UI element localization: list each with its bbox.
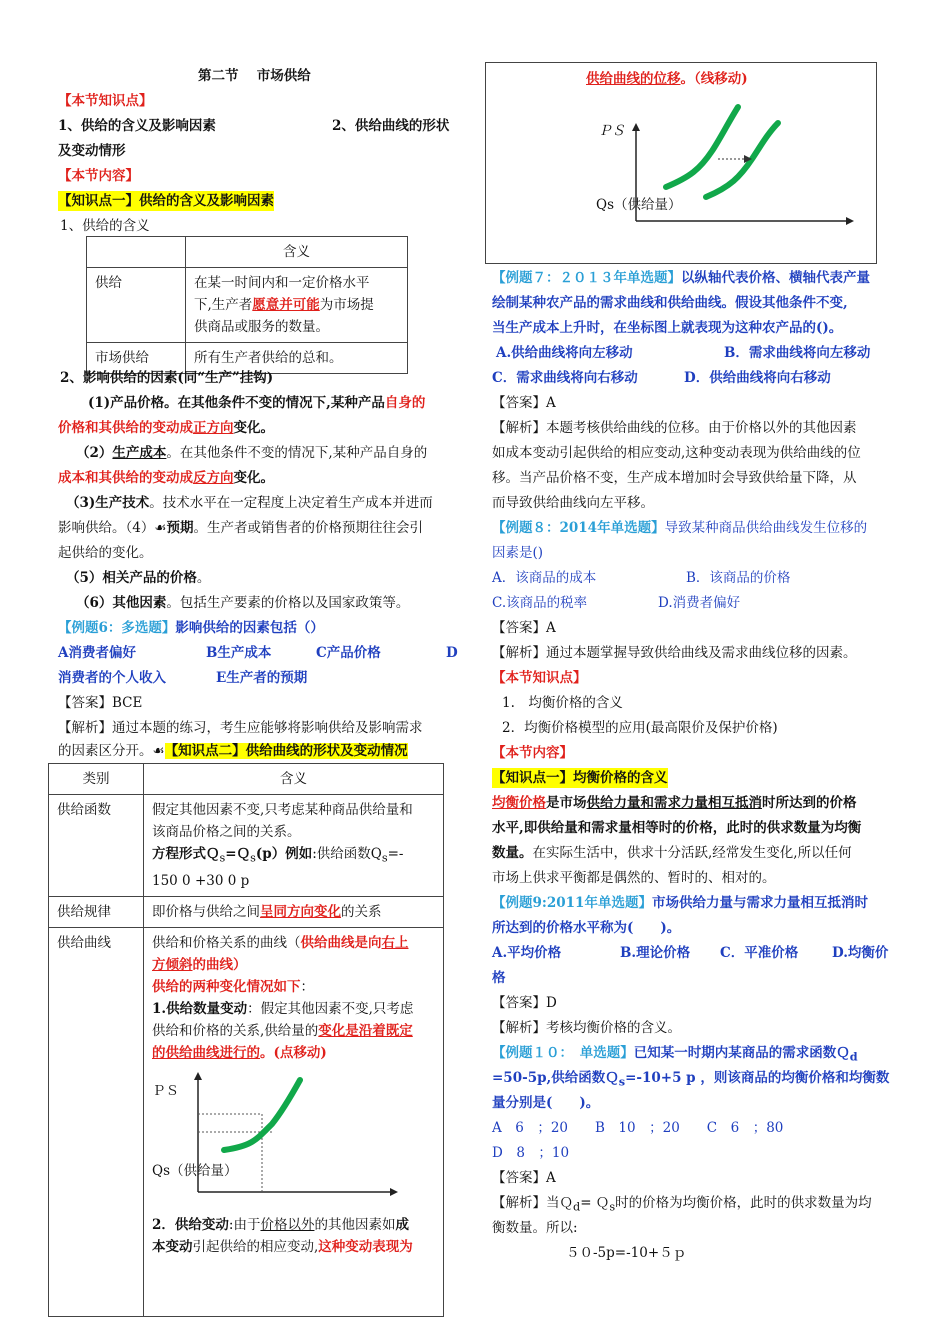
example7-explanation-1: 【解析】本题考核供给曲线的位移。由于价格以外的其他因素 [492, 420, 857, 436]
example6-answer: 【答案】BCE [58, 695, 143, 711]
example8-option-d: D.消费者偏好 [658, 595, 741, 611]
factor1-b: 价格和其供给的变动成正方向变化。 [58, 420, 274, 436]
example7-question-3: 当生产成本上升时，在坐标图上就表现为这种农产品的()。 [492, 320, 843, 336]
kp2b: 及变动情形 [58, 143, 126, 159]
example7-option-b: B．需求曲线将向左移动 [724, 345, 871, 361]
example10-answer: 【答案】A [492, 1170, 556, 1186]
table2-r1-label: 供给函数 [49, 795, 144, 897]
example10-explanation-2: 衡数量。所以: [492, 1220, 578, 1236]
example8-explanation: 【解析】通过本题掌握导致供给曲线及需求曲线位移的因素。 [492, 645, 857, 661]
decor-icon: ☙ [154, 520, 167, 536]
graph-qs-label: Qs（供给量） [152, 1162, 238, 1179]
supply-curve-s1 [666, 107, 738, 187]
example10-options-1: A 6 ；20 B 10 ；20 C 6 ；80 [492, 1120, 784, 1136]
example6-question: 【例题6：多选题】影响供给的因素包括（） [58, 620, 324, 636]
kp1: 1、供给的含义及影响因素 [58, 118, 216, 134]
example6-explanation-b: 的因素区分开。☙【知识点二】供给曲线的形状及变动情况 [58, 743, 408, 759]
example8-option-a: A．该商品的成本 [492, 570, 597, 586]
example8-question: 【例题８：2014年单选题】导致某种商品供给曲线发生位移的 [492, 520, 868, 536]
example6-option-c: C产品价格 [316, 645, 381, 661]
example7-question-2: 绘制某种农产品的需求曲线和供给曲线。假设其他条件不变, [492, 295, 848, 311]
example10-question-3: 量分别是( )。 [492, 1095, 600, 1111]
table1-header: 含义 [186, 237, 408, 268]
graph-ps-label: ＰＳ [598, 123, 625, 139]
supply-graph-point-move [152, 1064, 435, 1214]
kp-equilibrium-1: 1. 均衡价格的含义 [502, 695, 623, 711]
kp2: 2、供给曲线的形状 [332, 118, 450, 134]
example9-option-b: B.理论价格 [620, 945, 691, 961]
example6-option-d: D [446, 645, 458, 661]
factor1-a: (1)产品价格。在其他条件不变的情况下,某种产品自身的 [88, 395, 426, 411]
example9-option-a: A.平均价格 [492, 945, 562, 961]
example10-options-2: D 8 ；10 [492, 1145, 570, 1161]
factor3-b: 影响供给。（4）☙预期。生产者或销售者的价格预期往往会引 [58, 520, 423, 536]
table2-r3-text: 供给和价格关系的曲线（供给曲线是向右上 方倾斜的曲线） 供给的两种变化情况如下： 1.供给数量变动：假定其他因素不变,只考虑 供给和价格的关系,供给量的变化是沿着既定 的供给曲线进行的。(点移动) ＰＳ Qs（供给量） 2．供给变动:由于价格以外的其他因素如成 本变动引起供给的相应变动,这种变动表现为 [144, 927, 444, 1316]
example8-option-c: C.该商品的税率 [492, 595, 588, 611]
example6-option-b: B生产成本 [206, 645, 272, 661]
supply-definition-table [86, 236, 408, 374]
example6-option-e: E生产者的预期 [216, 670, 308, 686]
supply-curve-chart [152, 1064, 412, 1214]
example7-option-a: A.供给曲线将向左移动 [496, 345, 633, 361]
point1-heading: 【知识点一】供给的含义及影响因素 [58, 193, 274, 209]
example6-explanation: 【解析】通过本题的练习，考生应能够将影响供给及影响需求 [58, 720, 423, 736]
knowledge-tag-2: 【本节知识点】 [492, 670, 587, 686]
content-tag: 【本节内容】 [58, 168, 139, 184]
supply-curve-table [48, 763, 444, 1317]
equilibrium-point-heading: 【知识点一】均衡价格的含义 [492, 770, 668, 786]
table2-r2-text: 即价格与供给之间呈同方向变化的关系 [144, 896, 444, 927]
example10-explanation: 【解析】当Ｑ$_d$= Ｑ$_s$时的价格为均衡价格，此时的供求数量为均 [492, 1195, 872, 1214]
table2-h2: 含义 [144, 764, 444, 795]
supply-shift-chart [486, 63, 876, 263]
box-title: 供给曲线的位移。（线移动) [586, 71, 748, 87]
example7-question: 【例题７：２０１３年单选题】以纵轴代表价格、横轴代表产量 [492, 270, 870, 286]
example8-option-b: B．该商品的价格 [686, 570, 791, 586]
equilibrium-def-2: 水平,即供给量和需求量相等时的价格，此时的供求数量为均衡 [492, 820, 862, 836]
example9-explanation: 【解析】考核均衡价格的含义。 [492, 1020, 681, 1036]
table1-row1-text: 在某一时间内和一定价格水平 下,生产者愿意并可能为市场提 供商品或服务的数量。 [186, 268, 408, 343]
example7-option-c: C．需求曲线将向右移动 [492, 370, 638, 386]
example8-answer: 【答案】A [492, 620, 556, 636]
example9-question: 【例题9:2011年单选题】市场供给力量与需求力量相互抵消时 [492, 895, 868, 911]
example6-option-d-text: 消费者的个人收入 [58, 670, 166, 686]
equilibrium-def-4: 市场上供求平衡都是偶然的、暂时的、相对的。 [492, 870, 776, 886]
factor3-c: 起供给的变化。 [58, 545, 153, 561]
example9-answer: 【答案】D [492, 995, 557, 1011]
factors-heading: 2、影响供给的因素(同“生产”挂钩) [60, 370, 274, 386]
example7-explanation-3: 移。当产品价格不变，生产成本增加时会导致供给量下降，从 [492, 470, 857, 486]
example10-question-2: =50-5p,供给函数Ｑ$_s$=-10+5 p ，则该商品的均衡价格和均衡数 [492, 1070, 890, 1089]
table2-r3-label: 供给曲线 [49, 927, 144, 1316]
factor5: （5）相关产品的价格。 [66, 570, 211, 586]
decor-icon: ☙ [152, 743, 165, 759]
supply-curve-s2 [706, 123, 778, 197]
knowledge-tag: 【本节知识点】 [58, 93, 153, 109]
curve-shift-box [485, 62, 877, 264]
example8-question-2: 因素是() [492, 545, 544, 561]
factor6: （6）其他因素。包括生产要素的价格以及国家政策等。 [76, 595, 410, 611]
kp-equilibrium-2: 2．均衡价格模型的应用(最高限价及保护价格) [502, 720, 778, 736]
graph-ps-label: ＰＳ [152, 1082, 179, 1099]
example7-answer: 【答案】A [492, 395, 556, 411]
example10-equation: ５０-5p=-10+５ｐ [566, 1245, 687, 1261]
example7-explanation-2: 如成本变动引起供给的相应变动,这种变动表现为供给曲线的位 [492, 445, 861, 461]
meaning-heading: 1、供给的含义 [60, 218, 150, 234]
example6-option-a: A消费者偏好 [58, 645, 136, 661]
example9-option-c: C．平准价格 [720, 945, 799, 961]
equilibrium-def-3: 数量。在实际生活中，供求十分活跃,经常发生变化,所以任何 [492, 845, 852, 861]
point2-heading: 【知识点二】供给曲线的形状及变动情况 [164, 743, 408, 759]
table1-row2-label: 市场供给 [87, 343, 186, 374]
example9-option-d: D.均衡价 [832, 945, 889, 961]
factor2-a: （2）生产成本。在其他条件不变的情况下,某种产品自身的 [76, 445, 428, 461]
table1-row2-text: 所有生产者供给的总和。 [186, 343, 408, 374]
factor2-b: 成本和其供给的变动成反方向变化。 [58, 470, 274, 486]
section-title: 第二节 市场供给 [198, 68, 311, 84]
example9-option-d-2: 格 [492, 970, 506, 986]
graph-qs-label: Qs（供给量） [596, 197, 682, 213]
table1-row1-label: 供给 [87, 268, 186, 343]
example7-option-d: D．供给曲线将向右移动 [684, 370, 831, 386]
example7-explanation-4: 而导致供给曲线向左平移。 [492, 495, 654, 511]
table2-r2-label: 供给规律 [49, 896, 144, 927]
example10-question: 【例题１０： 单选题】已知某一时期内某商品的需求函数Ｑ$_d$ [492, 1045, 858, 1064]
content-tag-2: 【本节内容】 [492, 745, 573, 761]
table2-h1: 类别 [49, 764, 144, 795]
equilibrium-def-1: 均衡价格是市场供给力量和需求力量相互抵消时所达到的价格 [492, 795, 857, 811]
factor3-a: （3)生产技术。技术水平在一定程度上决定着生产成本并进而 [66, 495, 433, 511]
example9-question-2: 所达到的价格水平称为( )。 [492, 920, 681, 936]
table2-r1-text: 假定其他因素不变,只考虑某种商品供给量和 该商品价格之间的关系。 方程形式Ｑ$_s$=Ｑ$_s$(p）例如:供给函数$Q_s=-$ 150 0 +30 0 p [144, 795, 444, 897]
